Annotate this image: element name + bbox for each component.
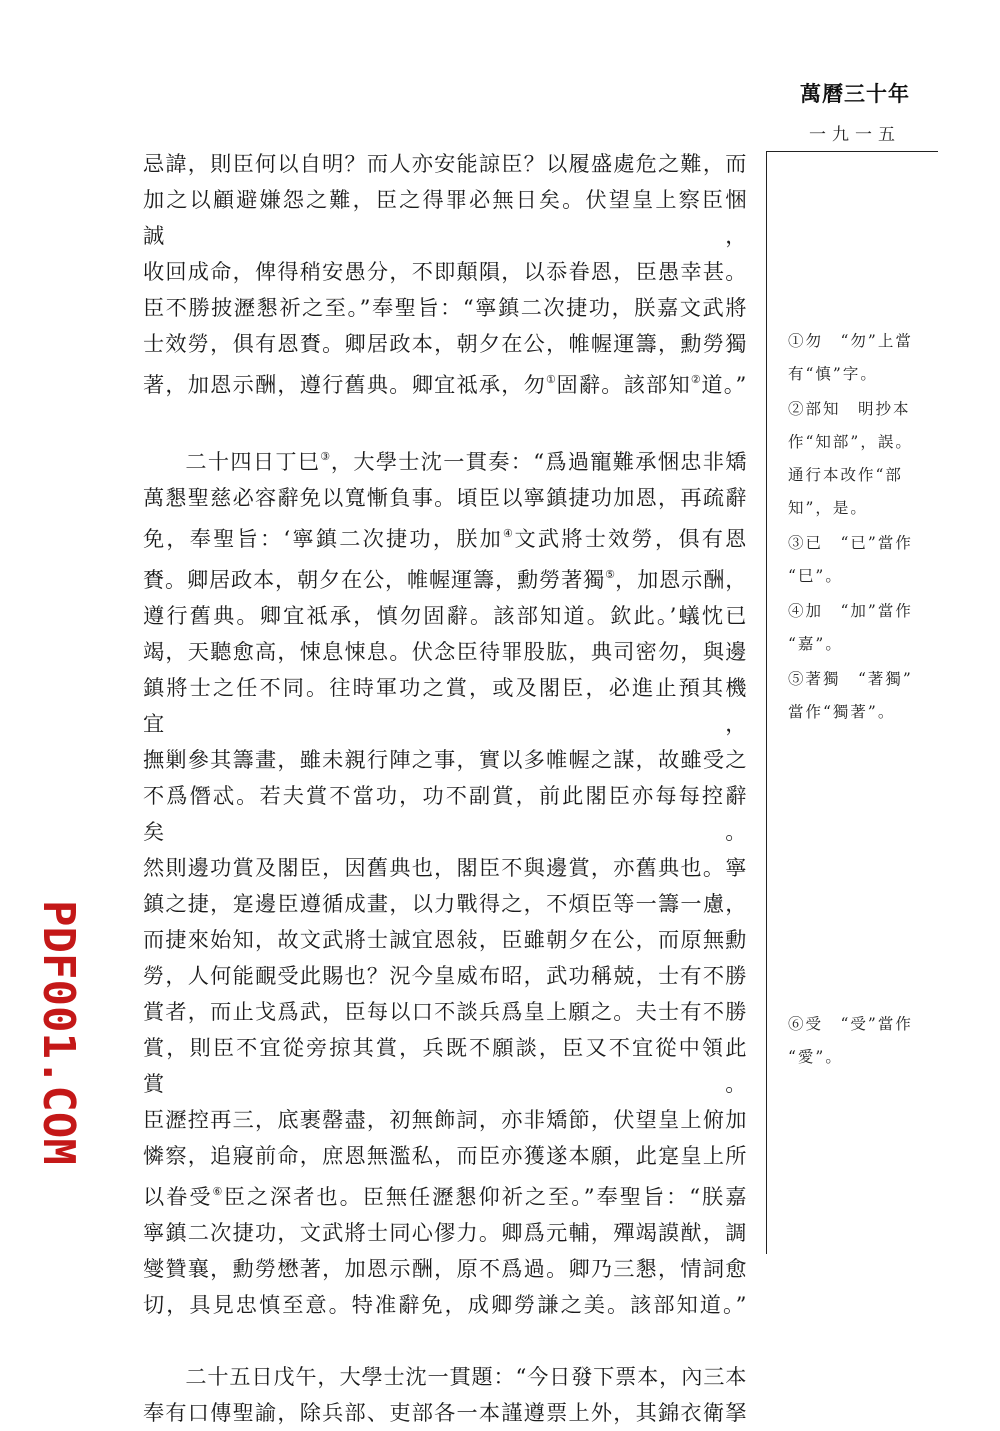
text-line: 士效勞，俱有恩賚。卿居政本，朝夕在公，帷幄運籌，勳勞獨 <box>143 331 747 356</box>
note-1 <box>788 325 938 391</box>
note-line: ④加 “加”當作 <box>788 602 913 620</box>
text-line: 切，具見忠慎至意。特准辭免，成卿勞謙之美。該部知道。” <box>143 1292 747 1317</box>
paragraph-3 <box>143 1359 747 1395</box>
text-segment: 二十四日丁巳 <box>185 449 321 474</box>
text-line: 臣不勝披瀝懇祈之至。”奉聖旨：“寧鎮二次捷功，朕嘉文武將 <box>143 295 747 320</box>
text-line: 竭，天聽愈高，悚息悚息。伏念臣待罪股肱，典司密勿，與邊 <box>143 639 747 664</box>
text-line <box>143 439 747 480</box>
note-2 <box>788 393 938 525</box>
text-line: 燮贊襄，勳勞懋著，加恩示酬，原不爲過。卿乃三懇，情詞愈 <box>143 1256 747 1281</box>
text-line: 鎮將士之任不同。往時軍功之賞，或及閣臣，必進止預其機宜， <box>143 675 747 736</box>
text-line: 然則邊功賞及閣臣，因舊典也，閣臣不與邊賞，亦舊典也。寧 <box>143 855 747 880</box>
note-line: 知”，是。 <box>788 499 868 517</box>
running-title: 萬曆三十年 <box>800 81 910 106</box>
margin-rule <box>766 151 767 1254</box>
note-4 <box>788 595 938 661</box>
text-line <box>143 1174 747 1215</box>
note-mark-5: ⑤ <box>605 568 616 581</box>
text-line: 鎮之捷，寔邊臣遵循成畫，以力戰得之，不煩臣等一籌一慮， <box>143 891 747 916</box>
note-line: 有“慎”字。 <box>788 365 878 383</box>
text-segment: 賚。卿居政本，朝夕在公，帷幄運籌，勳勞著獨 <box>143 567 606 592</box>
text-line: 萬懇聖慈必容辭免以寬慚負事。頃臣以寧鎮捷功加恩，再疏辭 <box>143 485 747 510</box>
text-line: 賞，則臣不宜從旁掠其賞，兵既不願談，臣又不宜從中領此賞。 <box>143 1035 747 1096</box>
note-line: 當作“獨著”。 <box>788 703 896 721</box>
text-segment: 著，加恩示酬，遵行舊典。卿宜祗承，勿 <box>143 372 547 397</box>
paragraph-2-cont <box>143 480 747 1323</box>
text-line: 奉有口傳聖諭，除兵部、吏部各一本謹遵票上外，其錦衣衛拏 <box>143 1400 747 1425</box>
note-line: ②部知 明抄本 <box>788 400 911 418</box>
text-line: 忌諱，則臣何以自明？而人亦安能諒臣？以履盛處危之難，而 <box>143 151 747 176</box>
note-mark-3: ③ <box>320 450 331 463</box>
note-line: “愛”。 <box>788 1048 843 1066</box>
text-line: 寧鎮二次捷功，文武將士同心僇力。卿爲元輔，殫竭謨猷，調 <box>143 1220 747 1245</box>
note-mark-6: ⑥ <box>212 1185 224 1198</box>
note-mark-1: ① <box>546 373 557 386</box>
note-mark-4: ④ <box>503 527 515 540</box>
note-line: “嘉”。 <box>788 635 843 653</box>
note-line: 通行本改作“部 <box>788 466 903 484</box>
text-segment: 固辭。該部知 <box>556 372 691 397</box>
text-line <box>143 516 747 557</box>
text-segment: 臣之深者也。臣無任瀝懇仰祈之至。”奉聖旨：“朕嘉 <box>223 1184 747 1209</box>
text-line <box>143 362 747 403</box>
text-line <box>143 557 747 598</box>
paragraph-gap <box>143 1323 747 1359</box>
note-5 <box>788 663 938 729</box>
note-line: 作“知部”，誤。 <box>788 433 913 451</box>
paragraph-1 <box>143 146 747 403</box>
text-segment: ，加恩示酬， <box>615 567 747 592</box>
text-segment: 道。” <box>701 372 747 397</box>
text-line: 遵行舊典。卿宜祗承，慎勿固辭。該部知道。欽此。’蟻忱已 <box>143 603 747 628</box>
text-line: 撫剿參其籌畫，雖未親行陣之事，實以多帷幄之謀，故雖受之 <box>143 747 747 772</box>
text-line: 而捷來始知，故文武將士誠宜恩敍，臣雖朝夕在公，而原無勳 <box>143 927 747 952</box>
text-line: 臣瀝控再三，底裹罄盡，初無飾詞，亦非矯節，伏望皇上俯加 <box>143 1107 747 1132</box>
main-text <box>143 146 747 1431</box>
note-mark-2: ② <box>690 373 702 386</box>
text-segment: ，大學士沈一貫奏：“爲過寵難承悃忠非矯 <box>330 449 747 474</box>
paragraph-3-cont <box>143 1395 747 1431</box>
text-line: 賞者，而止戈爲武，臣每以口不談兵爲皇上願之。夫士有不勝 <box>143 999 747 1024</box>
note-line: ⑥受 “受”當作 <box>788 1015 913 1033</box>
text-line: 二十五日戊午，大學士沈一貫題：“今日發下票本，內三本 <box>185 1364 747 1389</box>
margin-notes-top <box>788 325 938 731</box>
text-line: 勞，人何能靦受此賜也？況今皇威布昭，武功稱兢，士有不勝 <box>143 963 747 988</box>
text-line: 加之以顧避嫌怨之難，臣之得罪必無日矣。伏望皇上察臣悃誠， <box>143 187 747 248</box>
text-segment: 免，奉聖旨：‘寧鎮二次捷功，朕加 <box>143 526 504 551</box>
watermark: PDF001.COM <box>33 900 84 1165</box>
note-line: ①勿 “勿”上當 <box>788 332 913 350</box>
page-number: 一九一五 <box>809 125 901 145</box>
text-segment: 以眷受 <box>143 1184 213 1209</box>
text-line: 憐察，追寢前命，庶恩無濫私，而臣亦獲遂本願，此寔皇上所 <box>143 1143 747 1168</box>
paragraph-gap <box>143 403 747 439</box>
margin-notes-bottom <box>788 1008 938 1076</box>
header-rule <box>766 151 938 152</box>
text-line: 收回成命，俾得稍安愚分，不即顛隕，以忝眷恩，臣愚幸甚。 <box>143 259 747 284</box>
note-6 <box>788 1008 938 1074</box>
note-line: “巳”。 <box>788 567 843 585</box>
text-line: 不爲僭忒。若夫賞不當功，功不副賞，前此閣臣亦每每控辭矣。 <box>143 783 747 844</box>
text-segment: 文武將士效勞，俱有恩 <box>514 526 747 551</box>
paragraph-2 <box>143 439 747 480</box>
note-line: ⑤著獨 “著獨” <box>788 670 913 688</box>
note-3 <box>788 527 938 593</box>
note-line: ③已 “已”當作 <box>788 534 913 552</box>
